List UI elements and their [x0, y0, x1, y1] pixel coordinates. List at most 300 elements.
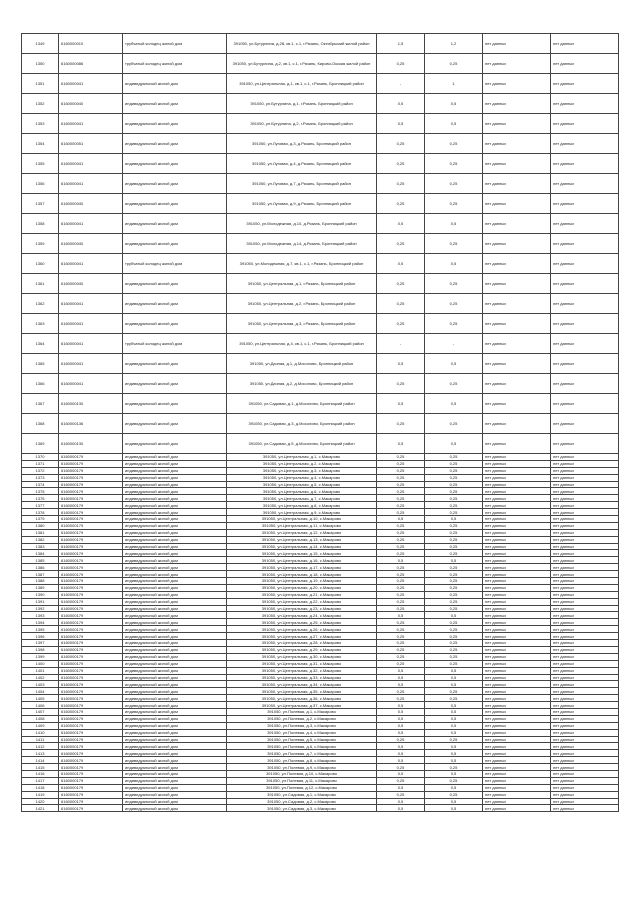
value-1-cell: 0,25	[377, 543, 425, 550]
value-2-cell: 0,25	[425, 54, 483, 74]
value-2-cell: 0,25	[425, 646, 483, 653]
row-number-cell: 1367	[22, 394, 59, 414]
code-cell: 6160000041	[59, 354, 123, 374]
row-number-cell: 1369	[22, 434, 59, 454]
table-row	[22, 529, 619, 536]
code-cell: 6160000179	[59, 557, 123, 564]
status-1-cell: нет данных	[483, 646, 551, 653]
row-number-cell: 1401	[22, 667, 59, 674]
object-type-cell: индивидуальный жилой дом	[123, 294, 227, 314]
value-2-cell: 0,5	[425, 743, 483, 750]
object-type-cell: индивидуальный жилой дом	[123, 646, 227, 653]
status-1-cell: нет данных	[483, 743, 551, 750]
value-2-cell: 0,25	[425, 294, 483, 314]
status-1-cell: нет данных	[483, 94, 551, 114]
status-2-cell: нет данных	[551, 434, 619, 454]
row-number-cell: 1362	[22, 294, 59, 314]
address-cell: 391050, ул.Центральная, д.22, с.Макарово	[227, 598, 377, 605]
status-1-cell: нет данных	[483, 571, 551, 578]
row-number-cell: 1354	[22, 134, 59, 154]
code-cell: 6160000179	[59, 722, 123, 729]
status-1-cell: нет данных	[483, 633, 551, 640]
value-2-cell: 0,5	[425, 354, 483, 374]
value-1-cell: 0,25	[377, 529, 425, 536]
address-cell: 391050, ул.Бутурлина, д.1, г.Рязань, Бронницкий район	[227, 94, 377, 114]
object-type-cell: индивидуальный жилой дом	[123, 481, 227, 488]
value-1-cell: 0,25	[377, 234, 425, 254]
status-2-cell: нет данных	[551, 516, 619, 523]
address-cell: 391050, ул.Центральная, д.8, с.Макарово	[227, 502, 377, 509]
code-cell: 6160000179	[59, 764, 123, 771]
code-cell: 6160000179	[59, 791, 123, 798]
row-number-cell: 1349	[22, 34, 59, 54]
table-row	[22, 591, 619, 598]
status-1-cell: нет данных	[483, 681, 551, 688]
object-type-cell: индивидуальный жилой дом	[123, 770, 227, 777]
address-cell: 391050, ул.Бутурлина, д.28, кв.1, с.1, г.Рязань, Октябрьский жилой район	[227, 34, 377, 54]
status-2-cell: нет данных	[551, 626, 619, 633]
status-2-cell: нет данных	[551, 681, 619, 688]
address-cell: 391050, ул.Садовая, д.1, д.Мосолово, Бронницкий район	[227, 394, 377, 414]
status-1-cell: нет данных	[483, 757, 551, 764]
status-2-cell: нет данных	[551, 791, 619, 798]
row-number-cell: 1409	[22, 722, 59, 729]
object-type-cell: индивидуальный жилой дом	[123, 715, 227, 722]
value-1-cell: 0,25	[377, 764, 425, 771]
address-cell: 391050, ул.Центральная, д.1, кв.1, с.1, г.Рязань, Бронницкий район	[227, 74, 377, 94]
code-cell: 6160000179	[59, 578, 123, 585]
status-1-cell: нет данных	[483, 736, 551, 743]
status-1-cell: нет данных	[483, 394, 551, 414]
address-cell: 391050, ул.Центральная, д.29, с.Макарово	[227, 646, 377, 653]
data-table	[21, 33, 619, 812]
row-number-cell: 1400	[22, 660, 59, 667]
object-type-cell: трубчатый колодец жилой дом	[123, 254, 227, 274]
code-cell: 6160000041	[59, 374, 123, 394]
value-2-cell: 0,25	[425, 619, 483, 626]
status-2-cell: нет данных	[551, 374, 619, 394]
code-cell: 6160000179	[59, 591, 123, 598]
object-type-cell: индивидуальный жилой дом	[123, 134, 227, 154]
value-1-cell: 0,25	[377, 522, 425, 529]
value-1-cell: 0,25	[377, 584, 425, 591]
value-1-cell: 0,5	[377, 722, 425, 729]
status-1-cell: нет данных	[483, 564, 551, 571]
code-cell: 6160000179	[59, 702, 123, 709]
address-cell: 391050, ул.Бутурлина, д.2, г.Рязань, Бронницкий район	[227, 114, 377, 134]
code-cell: 6160000136	[59, 414, 123, 434]
object-type-cell: индивидуальный жилой дом	[123, 274, 227, 294]
row-number-cell: 1393	[22, 612, 59, 619]
value-2-cell: 0,25	[425, 495, 483, 502]
value-1-cell: 0,25	[377, 550, 425, 557]
status-2-cell: нет данных	[551, 214, 619, 234]
status-1-cell: нет данных	[483, 460, 551, 467]
status-1-cell: нет данных	[483, 640, 551, 647]
address-cell: 391050, ул.Садовая, д.3, д.Мосолово, Бронницкий район	[227, 414, 377, 434]
status-2-cell: нет данных	[551, 729, 619, 736]
object-type-cell: трубчатый колодец жилой дом	[123, 54, 227, 74]
value-2-cell: 0,5	[425, 750, 483, 757]
row-number-cell: 1403	[22, 681, 59, 688]
value-2-cell: 0,25	[425, 571, 483, 578]
address-cell: 391050, ул.Центральная, д.31, с.Макарово	[227, 660, 377, 667]
value-2-cell: 0,25	[425, 688, 483, 695]
status-1-cell: нет данных	[483, 667, 551, 674]
value-1-cell: 0,5	[377, 805, 425, 812]
object-type-cell: индивидуальный жилой дом	[123, 791, 227, 798]
status-2-cell: нет данных	[551, 414, 619, 434]
code-cell: 6160000179	[59, 715, 123, 722]
status-1-cell: нет данных	[483, 414, 551, 434]
code-cell: 6160000041	[59, 214, 123, 234]
value-2-cell: 0,25	[425, 660, 483, 667]
value-2-cell: 0,5	[425, 94, 483, 114]
code-cell: 6160000179	[59, 522, 123, 529]
object-type-cell: индивидуальный жилой дом	[123, 591, 227, 598]
address-cell: 391050, ул.Центральная, д.7, с.Макарово	[227, 495, 377, 502]
value-1-cell: -	[377, 334, 425, 354]
value-1-cell: 0,5	[377, 798, 425, 805]
address-cell: 391050, ул.Центральная, д.34, с.Макарово	[227, 681, 377, 688]
value-1-cell: 0,5	[377, 743, 425, 750]
status-2-cell: нет данных	[551, 34, 619, 54]
object-type-cell: индивидуальный жилой дом	[123, 653, 227, 660]
code-cell: 6160000040	[59, 194, 123, 214]
value-1-cell: 0,25	[377, 134, 425, 154]
value-1-cell: 0,25	[377, 502, 425, 509]
value-2-cell: 0,5	[425, 612, 483, 619]
status-2-cell: нет данных	[551, 798, 619, 805]
value-2-cell: 0,25	[425, 633, 483, 640]
address-cell: 391050, ул.Полевая, д.6, с.Макарово	[227, 743, 377, 750]
value-2-cell: 0,25	[425, 598, 483, 605]
code-cell: 6160000040	[59, 274, 123, 294]
row-number-cell: 1385	[22, 557, 59, 564]
value-2-cell: 0,5	[425, 784, 483, 791]
code-cell: 6160000130	[59, 434, 123, 454]
table-row	[22, 74, 619, 94]
status-1-cell: нет данных	[483, 557, 551, 564]
status-2-cell: нет данных	[551, 633, 619, 640]
status-1-cell: нет данных	[483, 522, 551, 529]
row-number-cell: 1416	[22, 770, 59, 777]
table-row	[22, 254, 619, 274]
status-2-cell: нет данных	[551, 234, 619, 254]
value-1-cell: 0,5	[377, 612, 425, 619]
object-type-cell: индивидуальный жилой дом	[123, 571, 227, 578]
value-2-cell: -	[425, 334, 483, 354]
value-1-cell: 0,25	[377, 314, 425, 334]
address-cell: 391050, ул.Центральная, д.9, с.Макарово	[227, 509, 377, 516]
code-cell: 6160000041	[59, 334, 123, 354]
object-type-cell: индивидуальный жилой дом	[123, 605, 227, 612]
row-number-cell: 1420	[22, 798, 59, 805]
value-2-cell: 0,25	[425, 488, 483, 495]
status-1-cell: нет данных	[483, 722, 551, 729]
status-2-cell: нет данных	[551, 254, 619, 274]
status-1-cell: нет данных	[483, 495, 551, 502]
code-cell: 6160000179	[59, 529, 123, 536]
row-number-cell: 1402	[22, 674, 59, 681]
address-cell: 391050, ул.Центральная, д.6, с.Макарово	[227, 488, 377, 495]
object-type-cell: индивидуальный жилой дом	[123, 434, 227, 454]
table-row	[22, 798, 619, 805]
value-1-cell: 0,25	[377, 688, 425, 695]
code-cell: 6160000041	[59, 114, 123, 134]
object-type-cell: индивидуальный жилой дом	[123, 557, 227, 564]
table-row	[22, 481, 619, 488]
value-1-cell: 0,25	[377, 564, 425, 571]
value-1-cell: 0,5	[377, 667, 425, 674]
table-row	[22, 488, 619, 495]
object-type-cell: индивидуальный жилой дом	[123, 798, 227, 805]
table-row	[22, 34, 619, 54]
row-number-cell: 1357	[22, 194, 59, 214]
value-1-cell: 0,25	[377, 605, 425, 612]
value-2-cell: 0,25	[425, 640, 483, 647]
table-row	[22, 294, 619, 314]
address-cell: 391050, ул.Полевая, д.3, с.Макарово	[227, 722, 377, 729]
status-1-cell: нет данных	[483, 294, 551, 314]
row-number-cell: 1382	[22, 536, 59, 543]
address-cell: 391050, ул.Центральная, д.3, г.Рязань, Бронницкий район	[227, 314, 377, 334]
value-1-cell: 0,25	[377, 495, 425, 502]
status-2-cell: нет данных	[551, 550, 619, 557]
address-cell: 391050, ул.Центральная, д.27, с.Макарово	[227, 633, 377, 640]
address-cell: 391050, ул.Центральная, д.26, с.Макарово	[227, 626, 377, 633]
address-cell: 391050, ул.Полевая, д.10, с.Макарово	[227, 770, 377, 777]
object-type-cell: индивидуальный жилой дом	[123, 460, 227, 467]
table-row	[22, 702, 619, 709]
value-1-cell: 0,5	[377, 708, 425, 715]
table-row	[22, 274, 619, 294]
table-row	[22, 750, 619, 757]
object-type-cell: индивидуальный жилой дом	[123, 633, 227, 640]
status-1-cell: нет данных	[483, 274, 551, 294]
address-cell: 391050, ул.Центральная, д.4, с.Макарово	[227, 474, 377, 481]
address-cell: 391050, ул.Центральная, д.12, с.Макарово	[227, 529, 377, 536]
address-cell: 391050, ул.Бутурлина, д.2, кв.1, с.1, г.Рязань, Кирово-Окская жилой район	[227, 54, 377, 74]
status-2-cell: нет данных	[551, 509, 619, 516]
value-2-cell: 0,25	[425, 502, 483, 509]
row-number-cell: 1374	[22, 481, 59, 488]
object-type-cell: индивидуальный жилой дом	[123, 750, 227, 757]
address-cell: 391050, ул.Центральная, д.30, с.Макарово	[227, 653, 377, 660]
status-2-cell: нет данных	[551, 784, 619, 791]
table-row	[22, 764, 619, 771]
code-cell: 6160000179	[59, 454, 123, 461]
address-cell: 391050, ул.Садовая, д.5, д.Мосолово, Бронницкий район	[227, 434, 377, 454]
address-cell: 391050, ул.Молодежная, д.14, д.Рязань, Бронницкий район	[227, 234, 377, 254]
code-cell: 6160000179	[59, 653, 123, 660]
row-number-cell: 1381	[22, 529, 59, 536]
value-1-cell: 0,25	[377, 653, 425, 660]
code-cell: 6160000179	[59, 495, 123, 502]
status-2-cell: нет данных	[551, 474, 619, 481]
value-1-cell: 0,5	[377, 254, 425, 274]
table-row	[22, 94, 619, 114]
value-2-cell: 0,25	[425, 474, 483, 481]
status-2-cell: нет данных	[551, 674, 619, 681]
table-row	[22, 174, 619, 194]
status-1-cell: нет данных	[483, 750, 551, 757]
status-1-cell: нет данных	[483, 488, 551, 495]
status-1-cell: нет данных	[483, 784, 551, 791]
object-type-cell: индивидуальный жилой дом	[123, 454, 227, 461]
address-cell: 391050, ул.Центральная, д.24, с.Макарово	[227, 612, 377, 619]
value-1-cell: 0,25	[377, 509, 425, 516]
address-cell: 391050, ул.Центральная, д.4, кв.1, с.1, г.Рязань, Бронницкий район	[227, 334, 377, 354]
object-type-cell: индивидуальный жилой дом	[123, 174, 227, 194]
row-number-cell: 1384	[22, 550, 59, 557]
address-cell: 391050, ул.Центральная, д.25, с.Макарово	[227, 619, 377, 626]
table-row	[22, 314, 619, 334]
object-type-cell: индивидуальный жилой дом	[123, 598, 227, 605]
code-cell: 6160000040	[59, 234, 123, 254]
status-1-cell: нет данных	[483, 791, 551, 798]
address-cell: 391050, ул.Полевая, д.7, с.Макарово	[227, 750, 377, 757]
code-cell: 6160000179	[59, 481, 123, 488]
status-1-cell: нет данных	[483, 550, 551, 557]
value-2-cell: 0,25	[425, 194, 483, 214]
address-cell: 391050, ул.Садовая, д.3, с.Макарово	[227, 805, 377, 812]
code-cell: 6160000041	[59, 254, 123, 274]
object-type-cell: индивидуальный жилой дом	[123, 314, 227, 334]
value-2-cell: 0,25	[425, 154, 483, 174]
status-2-cell: нет данных	[551, 764, 619, 771]
status-2-cell: нет данных	[551, 114, 619, 134]
status-2-cell: нет данных	[551, 481, 619, 488]
address-cell: 391050, ул.Центральная, д.2, с.Макарово	[227, 460, 377, 467]
code-cell: 6160000179	[59, 674, 123, 681]
status-2-cell: нет данных	[551, 578, 619, 585]
address-cell: 391050, ул.Центральная, д.19, с.Макарово	[227, 578, 377, 585]
value-2-cell: 0,25	[425, 791, 483, 798]
status-2-cell: нет данных	[551, 536, 619, 543]
object-type-cell: индивидуальный жилой дом	[123, 529, 227, 536]
object-type-cell: индивидуальный жилой дом	[123, 702, 227, 709]
row-number-cell: 1419	[22, 791, 59, 798]
code-cell: 6160000179	[59, 667, 123, 674]
row-number-cell: 1375	[22, 488, 59, 495]
value-1-cell: 0,5	[377, 750, 425, 757]
status-1-cell: нет данных	[483, 502, 551, 509]
row-number-cell: 1394	[22, 619, 59, 626]
status-1-cell: нет данных	[483, 74, 551, 94]
status-2-cell: нет данных	[551, 653, 619, 660]
table-row	[22, 805, 619, 812]
status-1-cell: нет данных	[483, 584, 551, 591]
table-row	[22, 646, 619, 653]
status-2-cell: нет данных	[551, 94, 619, 114]
code-cell: 6160000041	[59, 154, 123, 174]
status-1-cell: нет данных	[483, 536, 551, 543]
status-1-cell: нет данных	[483, 764, 551, 771]
object-type-cell: индивидуальный жилой дом	[123, 584, 227, 591]
code-cell: 6160000179	[59, 605, 123, 612]
code-cell: 6160000179	[59, 784, 123, 791]
row-number-cell: 1378	[22, 509, 59, 516]
address-cell: 391050, ул.Центральная, д.37, с.Макарово	[227, 702, 377, 709]
value-1-cell: 0,25	[377, 626, 425, 633]
status-1-cell: нет данных	[483, 516, 551, 523]
object-type-cell: индивидуальный жилой дом	[123, 640, 227, 647]
status-2-cell: нет данных	[551, 294, 619, 314]
value-1-cell: 0,5	[377, 557, 425, 564]
code-cell: 6160000179	[59, 619, 123, 626]
table-row	[22, 584, 619, 591]
value-2-cell: 0,25	[425, 764, 483, 771]
code-cell: 6160000179	[59, 640, 123, 647]
status-2-cell: нет данных	[551, 522, 619, 529]
value-2-cell: 0,25	[425, 522, 483, 529]
address-cell: 391050, ул.Центральная, д.17, с.Макарово	[227, 564, 377, 571]
code-cell: 6160000179	[59, 660, 123, 667]
row-number-cell: 1353	[22, 114, 59, 134]
status-1-cell: нет данных	[483, 805, 551, 812]
value-1-cell: 0,5	[377, 214, 425, 234]
value-1-cell: 0,25	[377, 640, 425, 647]
value-2-cell: 0,25	[425, 653, 483, 660]
status-2-cell: нет данных	[551, 591, 619, 598]
address-cell: 391050, ул.Центральная, д.13, с.Макарово	[227, 536, 377, 543]
status-1-cell: нет данных	[483, 434, 551, 454]
value-1-cell: 0,5	[377, 757, 425, 764]
row-number-cell: 1377	[22, 502, 59, 509]
object-type-cell: индивидуальный жилой дом	[123, 777, 227, 784]
status-2-cell: нет данных	[551, 598, 619, 605]
table-row	[22, 633, 619, 640]
status-1-cell: нет данных	[483, 674, 551, 681]
value-2-cell: 0,5	[425, 722, 483, 729]
status-1-cell: нет данных	[483, 729, 551, 736]
code-cell: 6160000179	[59, 681, 123, 688]
value-2-cell: 0,5	[425, 708, 483, 715]
status-1-cell: нет данных	[483, 34, 551, 54]
value-2-cell: 0,25	[425, 374, 483, 394]
status-2-cell: нет данных	[551, 194, 619, 214]
status-2-cell: нет данных	[551, 688, 619, 695]
value-1-cell: 0,5	[377, 784, 425, 791]
row-number-cell: 1388	[22, 578, 59, 585]
status-2-cell: нет данных	[551, 702, 619, 709]
value-2-cell: 0,5	[425, 114, 483, 134]
object-type-cell: индивидуальный жилой дом	[123, 805, 227, 812]
row-number-cell: 1376	[22, 495, 59, 502]
status-2-cell: нет данных	[551, 777, 619, 784]
table-row	[22, 154, 619, 174]
table-row	[22, 374, 619, 394]
table-row	[22, 467, 619, 474]
value-1-cell: 0,25	[377, 695, 425, 702]
status-2-cell: нет данных	[551, 757, 619, 764]
table-row	[22, 564, 619, 571]
value-2-cell: 0,5	[425, 805, 483, 812]
status-2-cell: нет данных	[551, 314, 619, 334]
code-cell: 6160000179	[59, 777, 123, 784]
status-2-cell: нет данных	[551, 743, 619, 750]
status-2-cell: нет данных	[551, 736, 619, 743]
address-cell: 391050, ул.Центральная, д.11, с.Макарово	[227, 522, 377, 529]
value-2-cell: 0,25	[425, 736, 483, 743]
object-type-cell: индивидуальный жилой дом	[123, 660, 227, 667]
status-2-cell: нет данных	[551, 454, 619, 461]
object-type-cell: индивидуальный жилой дом	[123, 536, 227, 543]
object-type-cell: индивидуальный жилой дом	[123, 522, 227, 529]
row-number-cell: 1389	[22, 584, 59, 591]
table-row	[22, 460, 619, 467]
